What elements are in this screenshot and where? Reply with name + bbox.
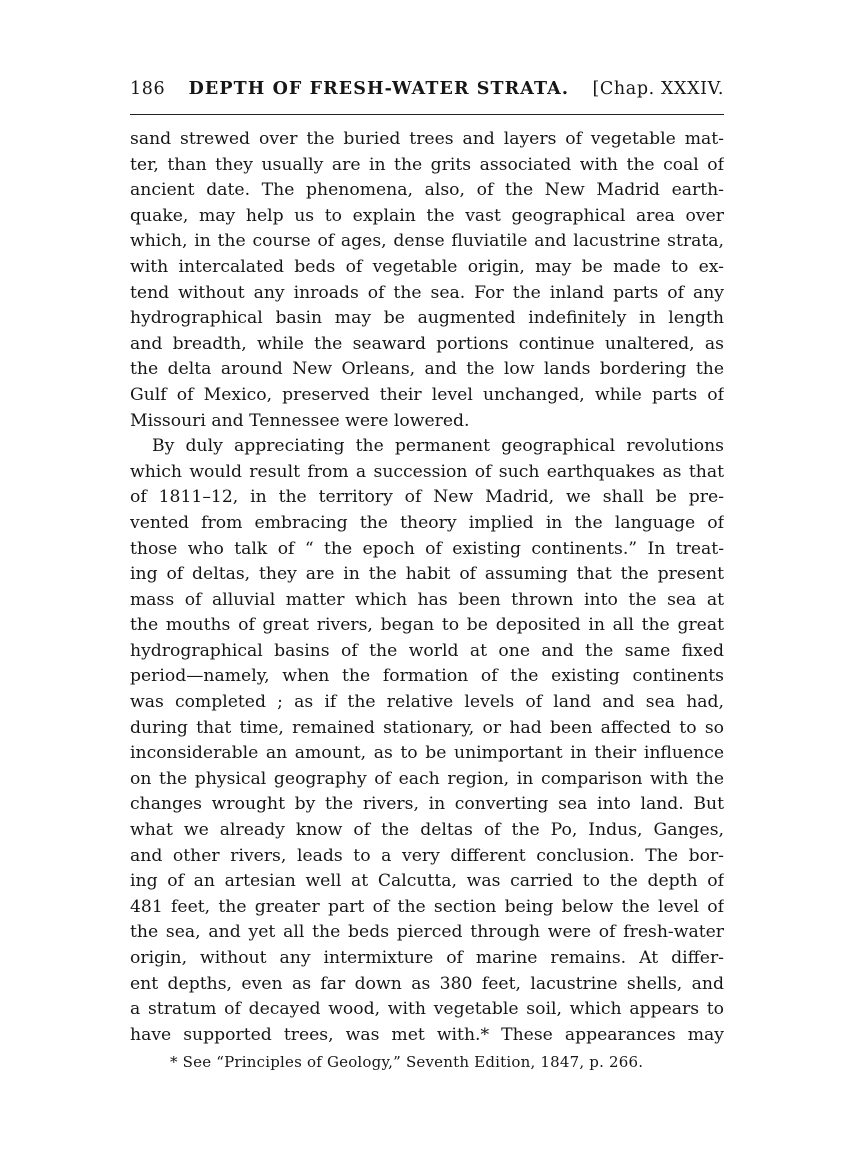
text-line: ent depths, even as far down as 380 feet, lacustrine shells, and bbox=[130, 973, 724, 994]
text-line: during that time, remained stationary, or had been affected to so bbox=[130, 717, 724, 738]
text-line: what we already know of the deltas of the Po, Indus, Ganges, bbox=[130, 820, 724, 841]
text-line: By duly appreciating the permanent geographical revolutions bbox=[152, 436, 724, 457]
text-line: sand strewed over the buried trees and layers of vegetable mat- bbox=[130, 129, 724, 149]
text-line: ing of deltas, they are in the habit of assuming that the present bbox=[130, 564, 724, 585]
text-line: inconsiderable an amount, as to be unimportant in their influence bbox=[130, 743, 724, 764]
text-line: changes wrought by the rivers, in converting sea into land. But bbox=[130, 794, 724, 815]
text-line: have supported trees, was met with.* These appearances may bbox=[130, 1024, 724, 1045]
text-line: mass of alluvial matter which has been thrown into the sea at bbox=[130, 589, 724, 610]
text-line: quake, may help us to explain the vast geographical area over bbox=[130, 205, 724, 226]
text-line: and breadth, while the seaward portions continue unaltered, as bbox=[130, 333, 724, 354]
header-rule bbox=[130, 114, 724, 115]
text-line: was completed ; as if the relative levels of land and sea had, bbox=[130, 692, 724, 713]
text-line: ing of an artesian well at Calcutta, was carried to the depth of bbox=[130, 871, 724, 892]
text-line: hydrographical basins of the world at one and the same fixed bbox=[130, 640, 724, 661]
text-line: origin, without any intermixture of marine remains. At differ- bbox=[130, 948, 724, 968]
text-line: tend without any inroads of the sea. For the inland parts of any bbox=[130, 282, 724, 303]
text-line: those who talk of “ the epoch of existing continents.” In treat- bbox=[130, 538, 724, 559]
body-text bbox=[130, 127, 724, 1048]
running-title: DEPTH OF FRESH-WATER STRATA. bbox=[188, 79, 570, 99]
text-line: and other rivers, leads to a very different conclusion. The bor- bbox=[130, 845, 724, 866]
text-line: ancient date. The phenomena, also, of the New Madrid earth- bbox=[130, 180, 724, 201]
text-line: of 1811–12, in the territory of New Madrid, we shall be pre- bbox=[130, 487, 724, 508]
text-line: vented from embracing the theory implied in the language of bbox=[130, 512, 724, 533]
page-number: 186 bbox=[130, 79, 166, 99]
text-line: the delta around New Orleans, and the low lands bordering the bbox=[130, 359, 724, 380]
text-line: which would result from a succession of such earthquakes as that bbox=[130, 461, 724, 482]
running-header bbox=[130, 78, 724, 102]
text-line: the mouths of great rivers, began to be deposited in all the great bbox=[130, 615, 724, 636]
chapter-label: [Chap. XXXIV. bbox=[592, 79, 724, 99]
text-line: a stratum of decayed wood, with vegetable soil, which appears to bbox=[130, 999, 724, 1020]
book-page bbox=[130, 78, 724, 1073]
text-line: Gulf of Mexico, preserved their level unchanged, while parts of bbox=[130, 384, 724, 405]
text-line: Missouri and Tennessee were lowered. bbox=[130, 410, 470, 431]
text-line: period—namely, when the formation of the existing continents bbox=[130, 666, 724, 687]
footnote: * See “Principles of Geology,” Seventh Edition, 1847, p. 266. bbox=[170, 1053, 644, 1072]
paragraph-2 bbox=[130, 434, 724, 1048]
paragraph-1 bbox=[130, 127, 724, 434]
text-line: on the physical geography of each region, in comparison with the bbox=[130, 768, 724, 789]
text-line: which, in the course of ages, dense fluviatile and lacustrine strata, bbox=[130, 231, 724, 252]
text-line: the sea, and yet all the beds pierced through were of fresh-water bbox=[130, 922, 724, 943]
text-line: 481 feet, the greater part of the section being below the level of bbox=[130, 896, 724, 917]
text-line: hydrographical basin may be augmented indefinitely in length bbox=[130, 308, 724, 329]
text-line: with intercalated beds of vegetable origin, may be made to ex- bbox=[130, 256, 724, 277]
text-line: ter, than they usually are in the grits associated with the coal of bbox=[130, 154, 724, 175]
